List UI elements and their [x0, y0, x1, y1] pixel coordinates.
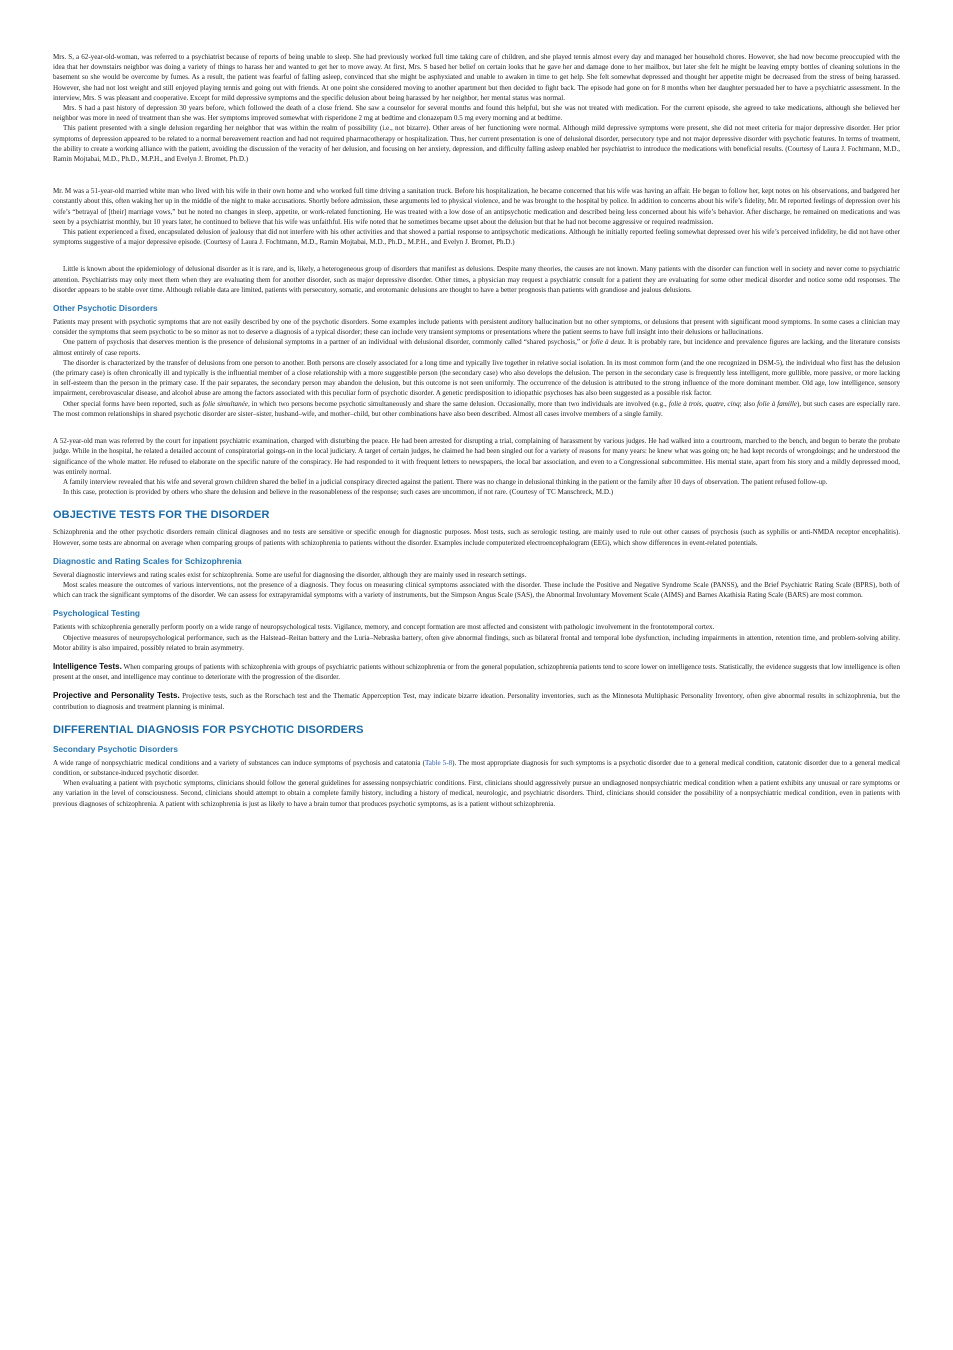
diagnostic-scales-paragraph-1: Several diagnostic interviews and rating scales exist for schizophrenia. Some are useful for diagnosing the disorder, although they are mainly used in research settings.: [53, 570, 527, 579]
psych-testing-paragraph-2: Objective measures of neuropsychological performance, such as the Halstead–Reitan battery and the Luria–Nebraska battery, often give abnormal findings, such as bilateral frontal and temporal lobe dysfunction, including impairments in attention, retention time, and problem-solving ability. Motor ability is also impaired, possibly related to brain asymmetry.: [53, 633, 900, 652]
projective-tests-paragraph: Projective and Personality Tests. Projective tests, such as the Rorschach test and the Thematic Apperception Test, may indicate bizarre ideation. Personality inventories, such as the Minnesota Multiphasic Personality Inventory, often give abnormal results in schizophrenia, but the contribution to diagnosis and treatment planning is minimal.: [53, 691, 900, 711]
section-heading-differential-diagnosis: DIFFERENTIAL DIAGNOSIS FOR PSYCHOTIC DISORDERS: [53, 723, 364, 736]
psych-testing-paragraph-1: Patients with schizophrenia generally perform poorly on a wide range of neuropsychological tests. Vigilance, memory, and concept formation are most affected and consistent with pathologic involvement in the frontotemporal cortex.: [53, 623, 715, 632]
section-heading-objective-tests: OBJECTIVE TESTS FOR THE DISORDER: [53, 509, 270, 522]
section-heading-diagnostic-scales: Diagnostic and Rating Scales for Schizophrenia: [53, 555, 242, 566]
case1-paragraph-3: This patient presented with a single delusion regarding her neighbor that was within the realm of possibility (i.e., not bizarre). Other areas of her functioning were normal. Although mild depressive symptoms were present, she did not meet criteria for major depressive disorder. Her prior symptoms of depression appeared to be related to a normal bereavement reaction and had not required pharmacotherapy or hospitalization. Thus, her current presentation is one of delusional disorder, persecutory type and not major depressive disorder with psychotic features. In terms of treatment, the ability to create a working alliance with the patient, avoiding the discussion of the veracity of her delusion, and focusing on her anxiety, depression, and difficulty falling asleep enabled her psychiatrist to introduce the medications with beneficial results. (Courtesy of Laura J. Fochtmann, M.D., Ramin Mojtabai, M.D., Ph.D., M.P.H., and Evelyn J. Bromet, Ph.D.): [53, 124, 900, 164]
projective-tests-label: Projective and Personality Tests.: [53, 691, 180, 701]
case-vignette-mr-m: [53, 186, 900, 247]
case1-paragraph-1: Mrs. S, a 62-year-old-woman, was referred to a psychiatrist because of reports of being unable to sleep. She had previously worked full time taking care of children, and she played tennis almost every day and managed her household chores. However, she had now become preoccupied with the idea that her downstairs neighbor was doing a variety of things to harass her and wanted to get her to move away. At first, Mrs. S based her belief on certain looks that he gave her and damage done to her mailbox, but later she felt he might be leaving empty bottles of cleaning solutions in the basement so she would be overcome by fumes. As a result, the patient was fearful of falling asleep, convinced that she might be asphyxiated and unable to awaken in time to get help. She felt somewhat depressed and thought her appetite might be decreased from the stress of being harassed. However, she had not lost weight and still enjoyed playing tennis and going out with friends. At one point she considered moving to another apartment but then decided to fight back. The episode had gone on for 8 months when her daughter persuaded her to have a psychiatric assessment. In the interview, Mrs. S was pleasant and cooperative. Except for mild depressive symptoms and the specific delusion about being harassed by her neighbor, her mental status was normal.: [53, 53, 900, 102]
section-heading-psychological-testing: Psychological Testing: [53, 608, 140, 619]
case1-paragraph-2: Mrs. S had a past history of depression 30 years before, which followed the death of a close friend. She saw a counselor for several months and found this helpful, but she was not treated with medication. For the current episode, she agreed to take medications, although she believed her neighbor was more in need of treatment than she was. Her symptoms improved somewhat with risperidone 2 mg at bedtime and clonazepam 0.5 mg every morning and at bedtime.: [53, 104, 900, 123]
case2-paragraph-1: Mr. M was a 51-year-old married white man who lived with his wife in their own home and who worked full time driving a sanitation truck. Before his hospitalization, he became concerned that his wife was having an affair. He began to follow her, kept notes on his observations, and badgered her constantly about this, often waking her up in the middle of the night to make accusations. Shortly before admission, these arguments led to physical violence, and he was brought to the hospital by police. In addition to concerns about his wife’s fidelity, Mr. M reported feelings of depression over his wife’s “betrayal of [their] marriage vows,” but he noted no changes in sleep, appetite, or work-related functioning. He was treated with a low dose of an antipsychotic medication and described being less concerned about his wife’s behavior. After discharge, he remained on medications and was seen by a psychiatrist monthly, but 10 years later, he continued to believe that his wife was unfaithful. His wife noted that he sometimes became upset about the delusion but that he had not become aggressive or required readmission.: [53, 187, 900, 226]
case3-paragraph-1: A 52-year-old man was referred by the court for inpatient psychiatric examination, charged with disturbing the peace. He had been arrested for disrupting a trial, complaining of harassment by various judges. He had walked into a courtroom, marched to the bench, and begun to berate the probate judge. While in the hospital, he related a detailed account of conspiratorial goings-on in the local judiciary. A target of certain judges, he claimed he had been singled out for a variety of reasons for many years: he knew what was going on; he had kept records of wrongdoings; and he understood the significance of the whole matter. He refused to elaborate on the specific nature of the conspiracy. He had responded to it with frequent letters to newspapers, the local bar association, and even to a Congressional subcommittee. His mental state, apart from his story and a mildly depressed mood, was entirely normal.: [53, 437, 900, 476]
page-content: [53, 52, 900, 809]
other-psychotic-paragraph-1: Patients may present with psychotic symptoms that are not easily described by one of the psychotic disorders. Some examples include patients with persistent auditory hallucination but no other symptoms, or delusions that present with significant mood symptoms. In some cases a clinician may consider the symptoms that seem psychotic to be so minor as not to deserve a diagnosis of a typical disorder; these can include very transient symptoms or presentations where the patient seems to have full insight into their delusions or hallucinations.: [53, 318, 900, 337]
case-vignette-court: [53, 436, 900, 497]
case2-paragraph-2: This patient experienced a fixed, encapsulated delusion of jealousy that did not interfere with his other activities and that showed a partial response to antipsychotic medications. Although he initially reported feeling somewhat depressed over his wife’s perceived infidelity, he did not have other symptoms suggestive of a major depressive episode. (Courtesy of Laura J. Fochtmann, M.D., Ramin Mojtabai, M.D., Ph.D., M.P.H., and Evelyn J. Bromet, Ph.D.): [53, 228, 900, 247]
other-psychotic-paragraph-3: The disorder is characterized by the transfer of delusions from one person to another. Both persons are closely associated for a long time and typically live together in relative social isolation. In its most common form (and the one recognized in DSM-5), the individual who first has the delusion (the primary case) is often chronically ill and typically is the influential member of a close relationship with a more suggestible person (the secondary case) who also develops the delusion. The person in the secondary case is frequently less intelligent, more gullible, more passive, or more lacking in self-esteem than the person in the primary case. If the pair separates, the secondary person may abandon the delusion, but this outcome is not seen uniformly. The occurrence of the delusion is attributed to the strong influence of the more dominant member. Old age, low intelligence, sensory impairment, cerebrovascular disease, and alcohol abuse are among the factors associated with this peculiar form of psychotic disorder. A genetic predisposition to idiopathic psychoses has also been suggested as a possible risk factor.: [53, 358, 900, 398]
objective-paragraph: Schizophrenia and the other psychotic disorders remain clinical diagnoses and no tests are sensitive or specific enough for diagnostic purposes. Most tests, such as serologic testing, are mainly used to rule out other causes of psychosis (such as syphilis or anti-NMDA receptor encephalitis). However, some tests are abnormal on average when comparing groups of patients with schizophrenia to patients without the disorder. Examples include computerized electroencephalogram (EEG), which show differences in event-related potentials.: [53, 528, 900, 547]
case3-paragraph-2: A family interview revealed that his wife and several grown children shared the belief in a judicial conspiracy directed against the patient. There was no change in delusional thinking in the patient or the family after 10 days of observation. The patient refused follow-up.: [63, 477, 828, 486]
table-reference-link[interactable]: Table 5-8: [424, 758, 453, 767]
differential-paragraph-2: When evaluating a patient with psychotic symptoms, clinicians should follow the general guidelines for assessing nonpsychiatric conditions. First, clinicians should aggressively pursue an undiagnosed nonpsychiatric medical condition when a patient exhibits any unusual or rare symptoms or any variation in the level of consciousness. Second, clinicians should attempt to obtain a complete family history, including a history of medical, neurologic, and psychiatric disorders. Third, clinicians should consider the possibility of a nonpsychiatric medical condition, even in patients with previous diagnoses of schizophrenia. A patient with schizophrenia is just as likely to have a brain tumor that produces psychotic symptoms, as is a patient without schizophrenia.: [53, 779, 900, 808]
case-vignette-mrs-s: [53, 52, 900, 164]
other-psychotic-paragraph-2: One pattern of psychosis that deserves mention is the presence of delusional symptoms in a partner of an individual with delusional disorder, commonly called “shared psychosis,” or folie à deux. It is probably rare, but incidence and prevalence figures are lacking, and the literature consists almost entirely of case reports.: [53, 338, 901, 357]
intelligence-tests-label: Intelligence Tests.: [53, 661, 122, 671]
other-psychotic-paragraph-4: Other special forms have been reported, such as folie simultanée, in which two persons become psychotic simultaneously and share the same delusion. Occasionally, more than two individuals are involved (e.g., folie à trois, quatre, cinq; also folie à famille), but such cases are especially rare. The most common relationships in shared psychotic disorder are sister–sister, husband–wife, and mother–child, but other combinations have also been described. Almost all cases involve members of a single family.: [53, 399, 900, 418]
section-heading-other-psychotic: Other Psychotic Disorders: [53, 303, 158, 314]
section-heading-secondary-psychotic: Secondary Psychotic Disorders: [53, 743, 178, 754]
epidemiology-paragraph: Little is known about the epidemiology of delusional disorder as it is rare, and is, likely, a heterogeneous group of disorders that manifest as delusions. Despite many theories, the causes are not known. Many patients with the disorder can function well in society and never come to psychiatric attention. Psychiatrists may only meet them when they are evaluating them for another disorder, such as major depressive disorder. Other times, a physician may request a psychiatric consult for a patient they are evaluating for some other medical disorder and notice some odd responses. The disorder appears to be stable over time. Although reliable data are limited, patients with persecutory, somatic, and erotomanic delusions are thought to have a better prognosis than patients with grandiose and jealous delusions.: [53, 265, 900, 294]
intelligence-tests-paragraph: Intelligence Tests. When comparing groups of patients with schizophrenia with groups of psychiatric patients without schizophrenia or from the general population, schizophrenia patients tend to score lower on intelligence tests. Statistically, the evidence suggests that low intelligence is often present at the onset, and intelligence may continue to deteriorate with the progression of the disorder.: [53, 661, 901, 682]
differential-paragraph-1: A wide range of nonpsychiatric medical conditions and a variety of substances can induce symptoms of psychosis and catatonia (Table 5-8). The most appropriate diagnosis for such symptoms is a psychotic disorder due to a general medical condition, catatonic disorder due to a general medical condition, or substance-induced psychotic disorder.: [53, 758, 900, 777]
diagnostic-scales-paragraph-2: Most scales measure the outcomes of various interventions, not the presence of a diagnosis. They focus on measuring clinical symptoms associated with the disorder. These include the Positive and Negative Syndrome Scale (PANSS), and the Brief Psychiatric Rating Scale (BPRS), both of which can track the significant symptoms of the disorder. We can assess for extrapyramidal symptoms with a variety of instruments, but the Simpson Angus Scale (SAS), the Abnormal Involuntary Movement Scale (AIMS) and Barnes Akathisia Rating Scale (BARS) are most common.: [53, 580, 900, 600]
case3-paragraph-3: In this case, protection is provided by others who share the delusion and believe in the reasonableness of the response; such cases are uncommon, if not rare. (Courtesy of TC Manschreck, M.D.): [63, 488, 614, 497]
